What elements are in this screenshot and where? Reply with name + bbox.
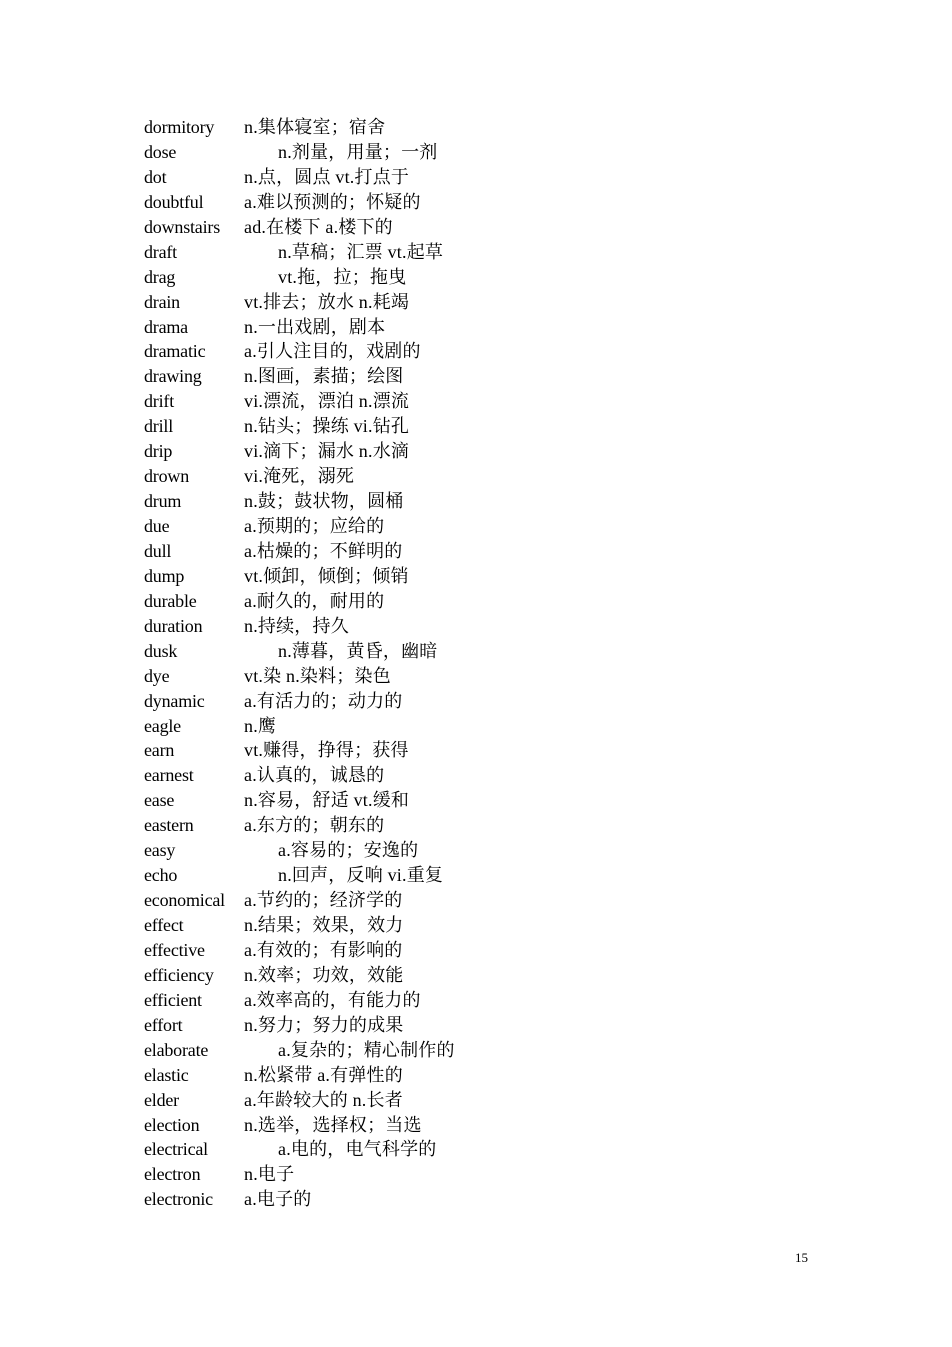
entry-word: dye	[144, 665, 170, 686]
entry-word: duration	[144, 615, 203, 636]
entry-word: dull	[144, 540, 172, 561]
vocabulary-entry	[144, 938, 564, 963]
entry-word: elder	[144, 1089, 179, 1110]
entry-definition: vi.漂流，漂泊 n.漂流	[244, 391, 410, 412]
vocabulary-entry	[144, 215, 564, 240]
entry-definition: n.鼓；鼓状物，圆桶	[244, 491, 404, 512]
entry-definition: a.有效的；有影响的	[244, 939, 403, 960]
vocabulary-entry	[144, 1063, 564, 1088]
entry-word: drip	[144, 441, 173, 462]
entry-definition: vt.倾卸，倾倒；倾销	[244, 565, 409, 586]
vocabulary-entry	[144, 639, 564, 664]
entry-definition: vt.排去；放水 n.耗竭	[244, 291, 410, 312]
vocabulary-entry	[144, 1187, 564, 1212]
entry-word: electronic	[144, 1189, 213, 1210]
entry-definition: n.松紧带 a.有弹性的	[244, 1064, 403, 1085]
entry-word: election	[144, 1114, 200, 1135]
vocabulary-entry	[144, 888, 564, 913]
entry-word: downstairs	[144, 216, 220, 237]
vocabulary-entry	[144, 1137, 564, 1162]
entry-word: elaborate	[144, 1039, 209, 1060]
entry-definition: n.薄暮，黄昏，幽暗	[278, 640, 438, 661]
entry-word: economical	[144, 890, 225, 911]
entry-definition: a.电的，电气科学的	[278, 1139, 437, 1160]
vocabulary-entry	[144, 988, 564, 1013]
entry-definition: n.一出戏剧，剧本	[244, 316, 386, 337]
entry-definition: a.认真的，诚恳的	[244, 765, 385, 786]
entry-word: electrical	[144, 1139, 208, 1160]
entry-definition: n.努力；努力的成果	[244, 1014, 404, 1035]
entry-definition: vt.拖，拉；拖曳	[278, 266, 407, 287]
entry-word: dusk	[144, 640, 178, 661]
entry-word: eastern	[144, 815, 194, 836]
vocabulary-entry	[144, 1013, 564, 1038]
entry-definition: n.钻头；操练 vi.钻孔	[244, 416, 410, 437]
entry-word: drain	[144, 291, 180, 312]
entry-word: drown	[144, 466, 189, 487]
entry-definition: n.图画，素描；绘图	[244, 366, 404, 387]
vocabulary-entry	[144, 489, 564, 514]
entry-definition: a.电子的	[244, 1189, 312, 1210]
entry-word: elastic	[144, 1064, 189, 1085]
vocabulary-entry	[144, 265, 564, 290]
vocabulary-entry	[144, 1113, 564, 1138]
vocabulary-entry	[144, 589, 564, 614]
vocabulary-entry	[144, 315, 564, 340]
vocabulary-entry	[144, 439, 564, 464]
entry-word: effort	[144, 1014, 183, 1035]
entry-word: earnest	[144, 765, 194, 786]
vocabulary-entry	[144, 115, 564, 140]
entry-definition: a.预期的；应给的	[244, 516, 385, 536]
entry-definition: n.持续，持久	[244, 615, 349, 636]
entry-word: efficiency	[144, 964, 214, 985]
entry-definition: a.东方的；朝东的	[244, 815, 385, 836]
entry-word: electron	[144, 1164, 201, 1185]
entry-word: effect	[144, 915, 184, 935]
entry-definition: a.难以预测的；怀疑的	[244, 191, 421, 212]
entry-definition: n.选举，选择权；当选	[244, 1114, 422, 1135]
entry-word: echo	[144, 865, 178, 886]
entry-word: dump	[144, 565, 185, 586]
entry-definition: vi.滴下；漏水 n.水滴	[244, 441, 410, 462]
entry-word: draft	[144, 241, 177, 262]
entry-definition: n.点，圆点 vt.打点于	[244, 166, 410, 187]
entry-word: dose	[144, 141, 177, 162]
vocabulary-entry	[144, 1038, 564, 1063]
entry-definition: a.复杂的；精心制作的	[278, 1039, 455, 1060]
entry-definition: n.结果；效果，效力	[244, 915, 404, 935]
vocabulary-entry	[144, 913, 564, 938]
entry-definition: n.电子	[244, 1164, 295, 1185]
entry-word: dramatic	[144, 341, 206, 362]
entry-definition: n.效率；功效，效能	[244, 964, 404, 985]
entry-word: earn	[144, 740, 175, 761]
vocabulary-list	[144, 115, 564, 1212]
entry-definition: a.耐久的，耐用的	[244, 590, 385, 611]
entry-definition: a.容易的；安逸的	[278, 840, 419, 861]
entry-word: drama	[144, 316, 188, 337]
vocabulary-entry	[144, 614, 564, 639]
vocabulary-entry	[144, 290, 564, 315]
vocabulary-entry	[144, 414, 564, 439]
entry-definition: a.有活力的；动力的	[244, 690, 403, 711]
vocabulary-entry	[144, 240, 564, 265]
vocabulary-entry	[144, 714, 564, 739]
vocabulary-entry	[144, 364, 564, 389]
vocabulary-entry	[144, 863, 564, 888]
vocabulary-entry	[144, 514, 564, 539]
vocabulary-entry	[144, 140, 564, 165]
vocabulary-entry	[144, 1162, 564, 1187]
entry-definition: vi.淹死，溺死	[244, 466, 355, 487]
entry-word: doubtful	[144, 191, 204, 212]
entry-word: drum	[144, 491, 182, 512]
entry-word: drawing	[144, 366, 202, 387]
vocabulary-entry	[144, 539, 564, 564]
vocabulary-entry	[144, 464, 564, 489]
vocabulary-entry	[144, 165, 564, 190]
entry-definition: n.回声，反响 vi.重复	[278, 865, 444, 886]
entry-word: dynamic	[144, 690, 205, 711]
entry-definition: n.容易，舒适 vt.缓和	[244, 790, 410, 811]
vocabulary-entry	[144, 339, 564, 364]
entry-word: ease	[144, 790, 175, 811]
vocabulary-entry	[144, 190, 564, 215]
vocabulary-entry	[144, 389, 564, 414]
entry-definition: a.年龄较大的 n.长者	[244, 1089, 403, 1110]
vocabulary-entry	[144, 664, 564, 689]
entry-word: efficient	[144, 989, 202, 1010]
entry-word: dot	[144, 166, 167, 187]
vocabulary-entry	[144, 838, 564, 863]
vocabulary-entry	[144, 1088, 564, 1113]
entry-definition: n.鹰	[244, 715, 277, 736]
entry-word: eagle	[144, 715, 181, 736]
vocabulary-entry	[144, 738, 564, 763]
entry-word: easy	[144, 840, 176, 861]
vocabulary-entry	[144, 564, 564, 589]
vocabulary-entry	[144, 813, 564, 838]
entry-definition: a.枯燥的；不鲜明的	[244, 540, 403, 561]
entry-word: dormitory	[144, 117, 215, 137]
entry-definition: n.剂量，用量；一剂	[278, 141, 438, 162]
entry-word: drift	[144, 391, 174, 412]
vocabulary-entry	[144, 788, 564, 813]
vocabulary-entry	[144, 689, 564, 714]
entry-definition: n.草稿；汇票 vt.起草	[278, 241, 444, 262]
entry-definition: vt.染 n.染料；染色	[244, 665, 391, 686]
entry-word: durable	[144, 590, 197, 611]
entry-word: due	[144, 516, 170, 536]
entry-definition: ad.在楼下 a.楼下的	[244, 216, 393, 237]
entry-definition: a.引人注目的，戏剧的	[244, 341, 421, 362]
entry-definition: n.集体寝室；宿舍	[244, 117, 386, 137]
entry-word: drill	[144, 416, 173, 437]
entry-word: drag	[144, 266, 176, 287]
entry-definition: vt.赚得，挣得；获得	[244, 740, 409, 761]
entry-word: effective	[144, 939, 205, 960]
vocabulary-entry	[144, 963, 564, 988]
entry-definition: a.效率高的，有能力的	[244, 989, 421, 1010]
page-number: 15	[795, 1250, 808, 1265]
entry-definition: a.节约的；经济学的	[244, 890, 403, 911]
vocabulary-entry	[144, 763, 564, 788]
